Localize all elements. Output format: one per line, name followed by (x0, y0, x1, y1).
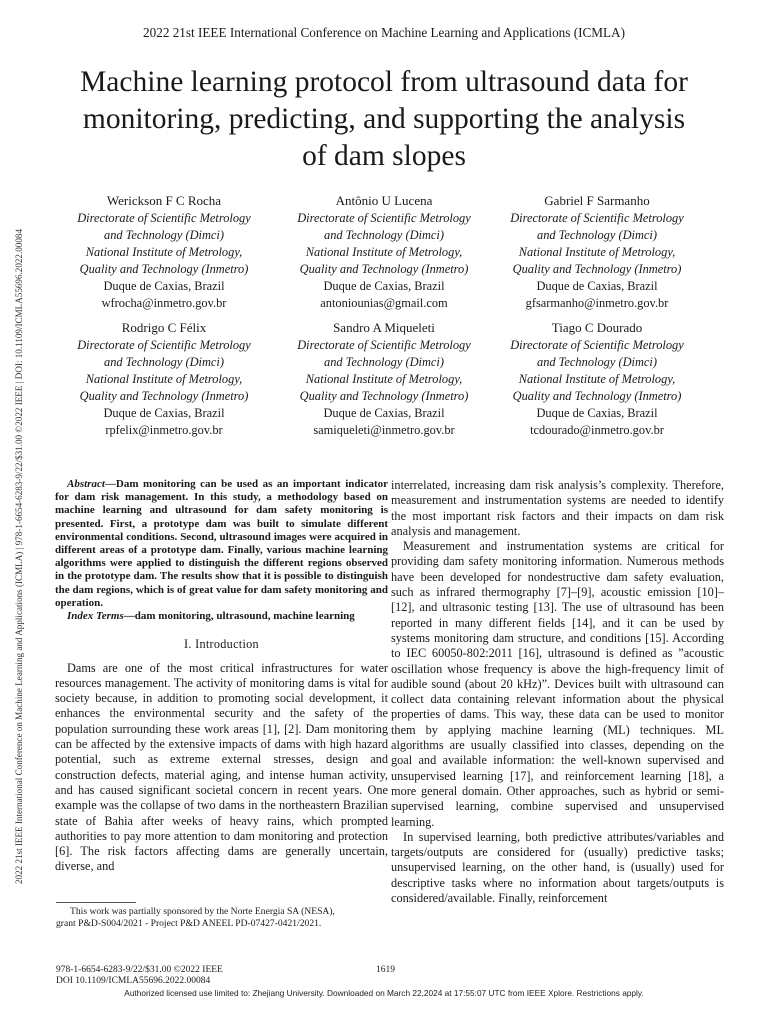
author-institution: Quality and Technology (Inmetro) (79, 262, 249, 276)
author-dept: Directorate of Scientific Metrology (510, 211, 684, 225)
footnote-divider (56, 902, 136, 903)
author-institution: National Institute of Metrology, (85, 245, 243, 259)
right-column (391, 478, 724, 906)
author-city: Duque de Caxias, Brazil (536, 406, 658, 420)
author-email[interactable]: gfsarmanho@inmetro.gov.br (525, 296, 669, 310)
body-paragraph: Measurement and instrumentation systems are critical for providing dam safety monitoring information. Numerous methods have been developed for nondestructive dam safety evaluation, such as infrared thermography [7]–[9], acoustic emission [10]–[12], and ultrasonic testing [13]. The use of ultrasound has been reported in many different fields [14], and it can be used by systems monitoring dam structure, and conditions [15]. According to IEC 60050-802:2011 [16], ultrasound is defined as ”acoustic oscillation whose frequency is above the high-frequency limit of audible sound (about 20 kHz)”. Devices built with ultrasound can collect data containing relevant information about the physical properties of dams. This way, these data can be used to monitor them by applying machine learning (ML) techniques. ML algorithms are usually classified into classes, depending on the goal and available information: the well-known supervised and unsupervised learning [17], and reinforcement learning [18], a more general domain. Other approaches, such as hybrid or semi-supervised learning, combine supervised and unsupervised learning. (391, 539, 724, 829)
page-number: 1619 (376, 965, 395, 975)
author-dept: and Technology (Dimci) (324, 355, 444, 369)
author-institution: Quality and Technology (Inmetro) (512, 262, 682, 276)
author-name: Sandro A Miqueleti (333, 320, 435, 335)
body-paragraph: interrelated, increasing dam risk analysis’s complexity. Therefore, measurement and instrumentation systems are needed to identify the most important risk factors and their impacts on dam risk analysis and management. (391, 478, 724, 538)
author-block (264, 192, 504, 312)
body-paragraph: Dams are one of the most critical infrastructures for water resources management. The activity of monitoring dams is vital for society because, in addition to promoting social development, it enhances the environmental security and the safety of the population surrounding these work areas [1], [2]. Dam monitoring can be affected by the extensive impacts of dams with high hazard potential, such as extreme external stresses, design and construction defects, material aging, and intense human activity, and has caused significant societal concern in recent years. One example was the collapse of two dams in the northeastern Brazilian state of Bahia after weeks of heavy rains, which prompted authorities to pay more attention to dam monitoring and protection [6]. The risk factors affecting dams are generally uncertain, diverse, and (55, 660, 388, 874)
index-terms-text: —dam monitoring, ultrasound, machine learning (123, 610, 355, 623)
author-city: Duque de Caxias, Brazil (536, 279, 658, 293)
author-email[interactable]: tcdourado@inmetro.gov.br (530, 423, 664, 437)
author-dept: and Technology (Dimci) (104, 355, 224, 369)
author-institution: National Institute of Metrology, (518, 245, 676, 259)
author-institution: National Institute of Metrology, (85, 372, 243, 386)
author-block (44, 192, 284, 312)
author-block (264, 319, 504, 439)
author-email[interactable]: rpfelix@inmetro.gov.br (105, 423, 223, 437)
funding-footnote: This work was partially sponsored by the Norte Energia SA (NESA), grant P&D-S004/2021 - Project P&D ANEEL PD-07427-0421/2021. (56, 906, 335, 929)
author-block (477, 192, 717, 312)
author-block (477, 319, 717, 439)
author-institution: Quality and Technology (Inmetro) (299, 389, 469, 403)
doi-line: DOI 10.1109/ICMLA55696.2022.00084 (56, 976, 211, 986)
author-city: Duque de Caxias, Brazil (323, 406, 445, 420)
author-city: Duque de Caxias, Brazil (103, 279, 225, 293)
author-name: Antônio U Lucena (335, 193, 433, 208)
title-line: monitoring, predicting, and supporting the analysis (82, 103, 686, 135)
paper-title (40, 64, 728, 175)
author-institution: National Institute of Metrology, (305, 245, 463, 259)
author-dept: Directorate of Scientific Metrology (510, 338, 684, 352)
index-terms (55, 610, 388, 623)
isbn-line: 978-1-6654-6283-9/22/$31.00 ©2022 IEEE (56, 965, 223, 975)
author-dept: Directorate of Scientific Metrology (77, 211, 251, 225)
author-institution: Quality and Technology (Inmetro) (79, 389, 249, 403)
index-terms-label: Index Terms (67, 610, 124, 623)
author-dept: Directorate of Scientific Metrology (77, 338, 251, 352)
author-dept: and Technology (Dimci) (324, 228, 444, 242)
author-institution: Quality and Technology (Inmetro) (512, 389, 682, 403)
author-city: Duque de Caxias, Brazil (323, 279, 445, 293)
author-dept: and Technology (Dimci) (104, 228, 224, 242)
license-notice: Authorized licensed use limited to: Zhejiang University. Downloaded on March 22,2024 at 17:55:07 UTC from IEEE Xplore. Restrictions apply. (124, 988, 644, 998)
author-dept: and Technology (Dimci) (537, 355, 657, 369)
author-name: Tiago C Dourado (551, 320, 643, 335)
side-metadata-strip: 2022 21st IEEE International Conference on Machine Learning and Applications (ICMLA) | 978-1-6654-6283-9/22/$31.00 ©2022 IEEE | DOI: 10.1109/ICMLA55696.2022.00084 (14, 229, 24, 884)
author-institution: Quality and Technology (Inmetro) (299, 262, 469, 276)
author-block (44, 319, 284, 439)
left-column (55, 478, 388, 875)
author-name: Gabriel F Sarmanho (544, 193, 650, 208)
body-paragraph: In supervised learning, both predictive attributes/variables and targets/outputs are considered for (usually) predictive tasks; unsupervised learning, on the other hand, is (usually) used for descriptive tasks where no information about targets/outputs is considered/available. Finally, reinforcement (391, 829, 724, 906)
footer-identifiers (56, 965, 223, 987)
author-email[interactable]: wfrocha@inmetro.gov.br (101, 296, 227, 310)
title-line: Machine learning protocol from ultrasound data for (80, 66, 688, 98)
author-email[interactable]: antoniounias@gmail.com (320, 296, 448, 310)
section-heading: I. Introduction (184, 637, 259, 652)
author-institution: National Institute of Metrology, (518, 372, 676, 386)
author-email[interactable]: samiqueleti@inmetro.gov.br (313, 423, 455, 437)
author-dept: Directorate of Scientific Metrology (297, 211, 471, 225)
author-name: Werickson F C Rocha (106, 193, 222, 208)
conference-header: 2022 21st IEEE International Conference on Machine Learning and Applications (ICMLA) (143, 25, 625, 40)
title-line: of dam slopes (302, 140, 466, 172)
abstract-text: —Dam monitoring can be used as an important indicator for dam risk management. In this study, a methodology based on machine learning and ultrasound for dam safety monitoring is presented. First, a prototype dam was built to simulate different environmental conditions. Second, ultrasound images were acquired in different areas of a prototype dam. Finally, various machine learning algorithms were applied to distinguish the different regions observed in the prototype dam. The results show that it is possible to distinguish the dam regions, which is of great value for dam safety monitoring and operation. (55, 478, 388, 609)
author-name: Rodrigo C Félix (121, 320, 207, 335)
author-dept: Directorate of Scientific Metrology (297, 338, 471, 352)
abstract (55, 478, 388, 610)
abstract-label: Abstract (67, 478, 105, 490)
author-dept: and Technology (Dimci) (537, 228, 657, 242)
author-city: Duque de Caxias, Brazil (103, 406, 225, 420)
author-institution: National Institute of Metrology, (305, 372, 463, 386)
